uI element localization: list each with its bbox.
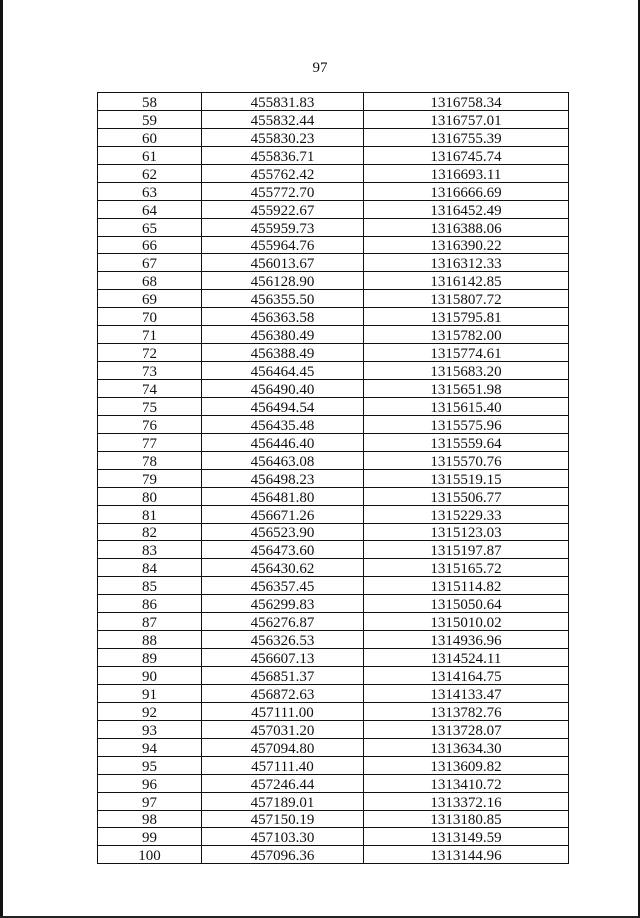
point-number-cell: 80: [98, 487, 202, 505]
y-coordinate-cell: 1315519.15: [364, 469, 569, 487]
point-number-cell: 71: [98, 326, 202, 344]
y-coordinate-cell: 1315683.20: [364, 362, 569, 380]
y-coordinate-cell: 1313634.30: [364, 738, 569, 756]
table-row: [98, 326, 569, 344]
table-row: [98, 505, 569, 523]
x-coordinate-cell: 457246.44: [202, 774, 364, 792]
x-coordinate-cell: 456276.87: [202, 613, 364, 631]
x-coordinate-cell: 456355.50: [202, 290, 364, 308]
point-number-cell: 98: [98, 810, 202, 828]
y-coordinate-cell: 1315651.98: [364, 380, 569, 398]
y-coordinate-cell: 1315229.33: [364, 505, 569, 523]
table-row: [98, 164, 569, 182]
coordinates-table: [97, 92, 569, 864]
table-row: [98, 93, 569, 111]
y-coordinate-cell: 1316142.85: [364, 272, 569, 290]
table-row: [98, 649, 569, 667]
table-row: [98, 308, 569, 326]
y-coordinate-cell: 1315197.87: [364, 541, 569, 559]
y-coordinate-cell: 1313180.85: [364, 810, 569, 828]
table-row: [98, 433, 569, 451]
y-coordinate-cell: 1313372.16: [364, 792, 569, 810]
table-row: [98, 595, 569, 613]
table-row: [98, 254, 569, 272]
table-row: [98, 236, 569, 254]
table-row: [98, 128, 569, 146]
y-coordinate-cell: 1315774.61: [364, 344, 569, 362]
x-coordinate-cell: 456128.90: [202, 272, 364, 290]
y-coordinate-cell: 1315506.77: [364, 487, 569, 505]
point-number-cell: 68: [98, 272, 202, 290]
x-coordinate-cell: 457031.20: [202, 720, 364, 738]
table-row: [98, 828, 569, 846]
y-coordinate-cell: 1315114.82: [364, 577, 569, 595]
table-row: [98, 200, 569, 218]
point-number-cell: 67: [98, 254, 202, 272]
y-coordinate-cell: 1316312.33: [364, 254, 569, 272]
table-row: [98, 451, 569, 469]
y-coordinate-cell: 1316666.69: [364, 182, 569, 200]
table-row: [98, 110, 569, 128]
point-number-cell: 64: [98, 200, 202, 218]
y-coordinate-cell: 1315010.02: [364, 613, 569, 631]
point-number-cell: 83: [98, 541, 202, 559]
y-coordinate-cell: 1315165.72: [364, 559, 569, 577]
x-coordinate-cell: 455964.76: [202, 236, 364, 254]
table-row: [98, 702, 569, 720]
page-border-left: [0, 0, 3, 918]
x-coordinate-cell: 456494.54: [202, 397, 364, 415]
y-coordinate-cell: 1316745.74: [364, 146, 569, 164]
x-coordinate-cell: 456498.23: [202, 469, 364, 487]
table-row: [98, 684, 569, 702]
y-coordinate-cell: 1313728.07: [364, 720, 569, 738]
x-coordinate-cell: 456013.67: [202, 254, 364, 272]
x-coordinate-cell: 455762.42: [202, 164, 364, 182]
x-coordinate-cell: 455831.83: [202, 93, 364, 111]
y-coordinate-cell: 1313149.59: [364, 828, 569, 846]
y-coordinate-cell: 1316388.06: [364, 218, 569, 236]
x-coordinate-cell: 456671.26: [202, 505, 364, 523]
point-number-cell: 62: [98, 164, 202, 182]
x-coordinate-cell: 455836.71: [202, 146, 364, 164]
point-number-cell: 96: [98, 774, 202, 792]
point-number-cell: 73: [98, 362, 202, 380]
point-number-cell: 77: [98, 433, 202, 451]
x-coordinate-cell: 456490.40: [202, 380, 364, 398]
point-number-cell: 84: [98, 559, 202, 577]
table-row: [98, 631, 569, 649]
table-row: [98, 290, 569, 308]
point-number-cell: 85: [98, 577, 202, 595]
y-coordinate-cell: 1314164.75: [364, 667, 569, 685]
y-coordinate-cell: 1315050.64: [364, 595, 569, 613]
point-number-cell: 97: [98, 792, 202, 810]
x-coordinate-cell: 457189.01: [202, 792, 364, 810]
x-coordinate-cell: 456463.08: [202, 451, 364, 469]
table-row: [98, 577, 569, 595]
point-number-cell: 91: [98, 684, 202, 702]
point-number-cell: 89: [98, 649, 202, 667]
y-coordinate-cell: 1314936.96: [364, 631, 569, 649]
y-coordinate-cell: 1315795.81: [364, 308, 569, 326]
page-number: 97: [312, 60, 328, 76]
point-number-cell: 94: [98, 738, 202, 756]
point-number-cell: 61: [98, 146, 202, 164]
point-number-cell: 74: [98, 380, 202, 398]
point-number-cell: 87: [98, 613, 202, 631]
x-coordinate-cell: 456430.62: [202, 559, 364, 577]
y-coordinate-cell: 1316693.11: [364, 164, 569, 182]
point-number-cell: 66: [98, 236, 202, 254]
x-coordinate-cell: 457094.80: [202, 738, 364, 756]
y-coordinate-cell: 1316757.01: [364, 110, 569, 128]
x-coordinate-cell: 457111.40: [202, 756, 364, 774]
point-number-cell: 95: [98, 756, 202, 774]
table-row: [98, 846, 569, 864]
table-row: [98, 774, 569, 792]
x-coordinate-cell: 456326.53: [202, 631, 364, 649]
x-coordinate-cell: 455830.23: [202, 128, 364, 146]
y-coordinate-cell: 1313782.76: [364, 702, 569, 720]
point-number-cell: 63: [98, 182, 202, 200]
y-coordinate-cell: 1315570.76: [364, 451, 569, 469]
table-row: [98, 613, 569, 631]
y-coordinate-cell: 1315575.96: [364, 415, 569, 433]
point-number-cell: 75: [98, 397, 202, 415]
point-number-cell: 86: [98, 595, 202, 613]
y-coordinate-cell: 1315782.00: [364, 326, 569, 344]
table-row: [98, 667, 569, 685]
x-coordinate-cell: 455832.44: [202, 110, 364, 128]
table-row: [98, 756, 569, 774]
x-coordinate-cell: 456446.40: [202, 433, 364, 451]
x-coordinate-cell: 456523.90: [202, 523, 364, 541]
point-number-cell: 99: [98, 828, 202, 846]
table-row: [98, 344, 569, 362]
point-number-cell: 58: [98, 93, 202, 111]
y-coordinate-cell: 1313410.72: [364, 774, 569, 792]
x-coordinate-cell: 456851.37: [202, 667, 364, 685]
y-coordinate-cell: 1316758.34: [364, 93, 569, 111]
y-coordinate-cell: 1313144.96: [364, 846, 569, 864]
table-row: [98, 469, 569, 487]
x-coordinate-cell: 456872.63: [202, 684, 364, 702]
table-row: [98, 720, 569, 738]
x-coordinate-cell: 455922.67: [202, 200, 364, 218]
y-coordinate-cell: 1315123.03: [364, 523, 569, 541]
table-row: [98, 415, 569, 433]
x-coordinate-cell: 456299.83: [202, 595, 364, 613]
y-coordinate-cell: 1316452.49: [364, 200, 569, 218]
y-coordinate-cell: 1315615.40: [364, 397, 569, 415]
point-number-cell: 79: [98, 469, 202, 487]
x-coordinate-cell: 457111.00: [202, 702, 364, 720]
x-coordinate-cell: 456388.49: [202, 344, 364, 362]
table-row: [98, 272, 569, 290]
point-number-cell: 92: [98, 702, 202, 720]
y-coordinate-cell: 1314524.11: [364, 649, 569, 667]
coordinates-table-body: [98, 93, 569, 864]
point-number-cell: 82: [98, 523, 202, 541]
point-number-cell: 72: [98, 344, 202, 362]
table-row: [98, 218, 569, 236]
point-number-cell: 69: [98, 290, 202, 308]
x-coordinate-cell: 456481.80: [202, 487, 364, 505]
table-row: [98, 523, 569, 541]
x-coordinate-cell: 457103.30: [202, 828, 364, 846]
table-row: [98, 541, 569, 559]
point-number-cell: 90: [98, 667, 202, 685]
y-coordinate-cell: 1316755.39: [364, 128, 569, 146]
point-number-cell: 100: [98, 846, 202, 864]
point-number-cell: 65: [98, 218, 202, 236]
x-coordinate-cell: 455772.70: [202, 182, 364, 200]
x-coordinate-cell: 457150.19: [202, 810, 364, 828]
y-coordinate-cell: 1315807.72: [364, 290, 569, 308]
point-number-cell: 76: [98, 415, 202, 433]
point-number-cell: 59: [98, 110, 202, 128]
point-number-cell: 60: [98, 128, 202, 146]
x-coordinate-cell: 457096.36: [202, 846, 364, 864]
y-coordinate-cell: 1316390.22: [364, 236, 569, 254]
table-row: [98, 182, 569, 200]
x-coordinate-cell: 456380.49: [202, 326, 364, 344]
x-coordinate-cell: 456363.58: [202, 308, 364, 326]
point-number-cell: 88: [98, 631, 202, 649]
y-coordinate-cell: 1313609.82: [364, 756, 569, 774]
point-number-cell: 81: [98, 505, 202, 523]
x-coordinate-cell: 456607.13: [202, 649, 364, 667]
y-coordinate-cell: 1315559.64: [364, 433, 569, 451]
point-number-cell: 70: [98, 308, 202, 326]
x-coordinate-cell: 456473.60: [202, 541, 364, 559]
table-row: [98, 487, 569, 505]
point-number-cell: 93: [98, 720, 202, 738]
table-row: [98, 792, 569, 810]
x-coordinate-cell: 456357.45: [202, 577, 364, 595]
x-coordinate-cell: 456464.45: [202, 362, 364, 380]
point-number-cell: 78: [98, 451, 202, 469]
table-row: [98, 380, 569, 398]
table-row: [98, 146, 569, 164]
table-row: [98, 810, 569, 828]
table-row: [98, 362, 569, 380]
table-row: [98, 397, 569, 415]
x-coordinate-cell: 456435.48: [202, 415, 364, 433]
table-row: [98, 738, 569, 756]
y-coordinate-cell: 1314133.47: [364, 684, 569, 702]
table-row: [98, 559, 569, 577]
x-coordinate-cell: 455959.73: [202, 218, 364, 236]
